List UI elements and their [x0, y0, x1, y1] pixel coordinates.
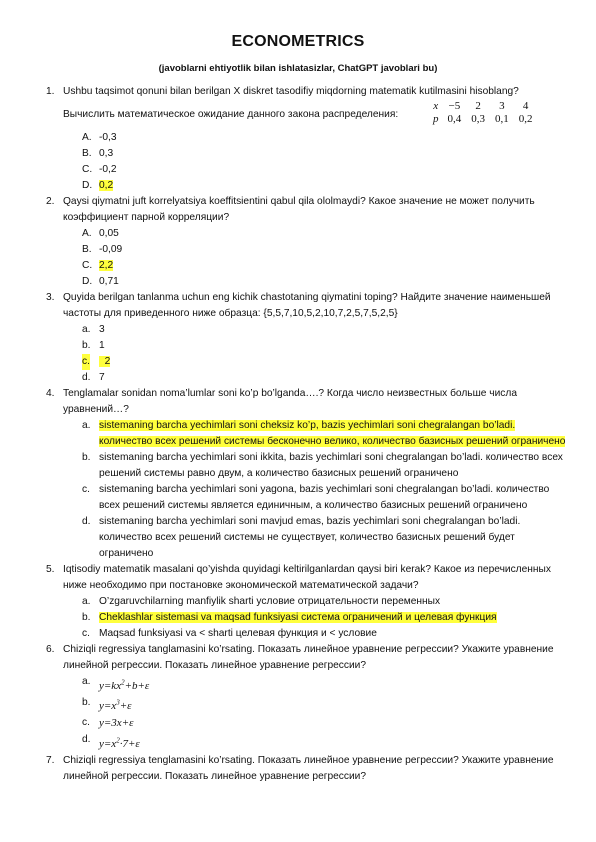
answer-option: [40, 450, 568, 482]
question-6: [40, 642, 568, 674]
answer-option: [40, 130, 568, 146]
question-text: Chiziqli regressiya tenglamasini ko’rsating. Показать линейное уравнение регрессии? Укажите уравнение линейной регрессии. Показать линейное уравнение регрессии?: [63, 754, 554, 782]
option-text-highlighted: [99, 356, 105, 367]
answer-option-correct: [40, 418, 568, 450]
option-text: Maqsad funksiyasi va < sharti целевая функция и < условие: [99, 628, 377, 639]
option-letter: D.: [82, 180, 93, 191]
option-letter: a.: [82, 596, 91, 607]
option-text-highlighted: 2,2: [99, 260, 114, 271]
option-letter: b.: [82, 452, 91, 463]
option-letter: C.: [82, 164, 93, 175]
answer-option: [40, 626, 568, 642]
answer-option: [40, 162, 568, 178]
answer-option-correct: [40, 178, 568, 194]
option-letter: A.: [82, 228, 92, 239]
option-text-highlighted: Cheklashlar sistemasi va maqsad funksiyasi система ограничений и целевая функция: [99, 612, 497, 623]
option-text: sistemaning barcha yechimlari soni yagona, bazis yechimlari soni chegralangan bo’ladi. количество всех решений системы является единичным, а количество базисных решений ограничено: [99, 484, 550, 511]
document-title: ECONOMETRICS: [231, 33, 365, 50]
answer-option: [40, 242, 568, 258]
p-value: 0,3: [471, 113, 485, 125]
answer-options: [40, 674, 568, 753]
equation: y=3x+ε: [99, 717, 134, 730]
answer-options: [40, 418, 568, 562]
option-text: 0,3: [99, 148, 114, 159]
answer-option-correct: [40, 354, 568, 370]
distribution-row: [40, 100, 568, 130]
question-text: Iqtisodiy matematik masalani qo’yishda quyidagi keltirilganlardan qaysi biri kerak? Какое из перечисленных ниже необходимо при постановке экономической математической задачи?: [63, 564, 551, 591]
answer-option-correct: [40, 610, 568, 626]
option-text: sistemaning barcha yechimlari soni ikkita, bazis yechimlari soni chegralangan bo’ladi. количество всех решений системы равно двум, а количество базисных решений ограничено: [99, 452, 563, 479]
option-text-highlighted: 2: [104, 356, 111, 367]
x-value: −5: [448, 100, 461, 112]
option-text: 1: [99, 340, 105, 351]
x-value: 4: [522, 100, 529, 112]
answer-option: [40, 338, 568, 354]
option-letter: d.: [82, 734, 91, 746]
answer-option: [40, 482, 568, 514]
answer-option: [40, 674, 568, 695]
question-3: [40, 290, 568, 322]
question-5: [40, 562, 568, 594]
distribution-table: [428, 100, 538, 126]
question-number: 2.: [46, 196, 55, 207]
option-text: 0,05: [99, 228, 119, 239]
p-value: 0,4: [447, 113, 462, 125]
option-letter: c.: [82, 354, 90, 370]
option-text: -0,2: [99, 164, 117, 175]
question-number: 5.: [46, 564, 55, 575]
option-letter: C.: [82, 260, 93, 271]
option-letter: c.: [82, 628, 90, 639]
equation: $y=x^3+\varepsilon$: [99, 698, 132, 713]
option-letter: b.: [82, 612, 91, 623]
answer-option: [40, 514, 568, 562]
answer-option-correct: [40, 258, 568, 274]
equation: $y=x^2\cdot 7+\varepsilon$: [99, 736, 140, 750]
answer-options: [40, 594, 568, 642]
answer-option: [40, 594, 568, 610]
option-letter: b.: [82, 696, 91, 708]
question-number: 4.: [46, 388, 55, 399]
option-letter: B.: [82, 148, 92, 159]
question-7: [40, 753, 568, 785]
x-value: 2: [475, 100, 481, 112]
option-letter: b.: [82, 340, 91, 351]
option-text: 7: [99, 372, 105, 383]
question-list: [40, 84, 568, 785]
option-text: 3: [99, 324, 105, 335]
answer-option: [40, 695, 568, 716]
answer-option: [40, 732, 568, 753]
option-text: -0,09: [99, 244, 123, 255]
x-value: 3: [499, 100, 505, 112]
option-letter: c.: [82, 717, 90, 729]
question-number: 7.: [46, 754, 55, 766]
question-text: Qaysi qiymatni juft korrelyatsiya koeffitsientini qabul qila ololmaydi? Какое значение не может получить коэффициент парной корреляции?: [63, 196, 535, 223]
option-letter: c.: [82, 484, 90, 495]
question-text: Chiziqli regressiya tanglamasini ko’rsating. Показать линейное уравнение регрессии? Укажите уравнение линейной регрессии. Показать линейное уравнение регрессии?: [63, 644, 554, 671]
answer-option: [40, 274, 568, 290]
answer-option: [40, 322, 568, 338]
option-letter: a.: [82, 420, 91, 431]
question-1: [40, 84, 568, 100]
option-text-highlighted: sistemaning barcha yechimlari soni cheksiz ko’p, bazis yechimlari soni chegralangan bo’ladi. количество всех решений системы бесконечно велико, количество базисных решений ограничено: [99, 420, 566, 447]
option-letter: B.: [82, 244, 92, 255]
option-letter: a.: [82, 676, 91, 687]
option-letter: D.: [82, 276, 93, 287]
question-text-ru: Вычислить математическое ожидание данного закона распределения:: [63, 109, 399, 120]
question-text: Quyida berilgan tanlanma uchun eng kichik chastotaning qiymatini toping? Найдите значение наименьшей частоты для приведенного ниже образца: {5,5,7,10,5,2,10,7,2,5,7,5,2,5}: [63, 292, 551, 319]
answer-options: [40, 130, 568, 194]
question-number: 3.: [46, 292, 55, 303]
option-letter: d.: [82, 372, 91, 383]
option-letter: d.: [82, 516, 91, 527]
answer-option: [40, 370, 568, 386]
question-number: 6.: [46, 644, 55, 655]
option-text: 0,71: [99, 276, 119, 287]
option-text-highlighted: 0,2: [99, 180, 114, 191]
question-number: 1.: [46, 86, 55, 97]
answer-options: [40, 322, 568, 386]
question-4: [40, 386, 568, 418]
option-letter: A.: [82, 132, 92, 143]
question-2: [40, 194, 568, 226]
option-text: -0,3: [99, 132, 117, 143]
question-text: Ushbu taqsimot qonuni bilan berilgan X diskret tasodifiy miqdorning matematik kutilmasini hisoblang?: [63, 86, 519, 97]
question-text: Tenglamalar sonidan noma’lumlar soni ko’p bo’lganda….? Когда число неизвестных больше числа уравнений…?: [63, 388, 517, 415]
option-letter: a.: [82, 324, 91, 335]
option-text: O’zgaruvchilarning manfiylik sharti условие отрицательности переменных: [99, 596, 441, 607]
p-value: 0,2: [518, 113, 533, 125]
equation: $y=kx^2+b+\varepsilon$: [99, 678, 150, 692]
answer-option: [40, 226, 568, 242]
p-value: 0,1: [495, 113, 509, 125]
answer-option: [40, 715, 568, 732]
x-label: x: [433, 100, 439, 112]
option-text: sistemaning barcha yechimlari soni mavjud emas, bazis yechimlari soni chegralangan bo’ladi. количество всех решений системы не существует, количество базисных решений будет ограничено: [99, 516, 521, 559]
answer-options: [40, 226, 568, 290]
answer-option: [40, 146, 568, 162]
p-label: p: [433, 113, 439, 125]
document-subtitle: (javoblarni ehtiyotlik bilan ishlatasizlar, ChatGPT javoblari bu): [158, 63, 438, 74]
